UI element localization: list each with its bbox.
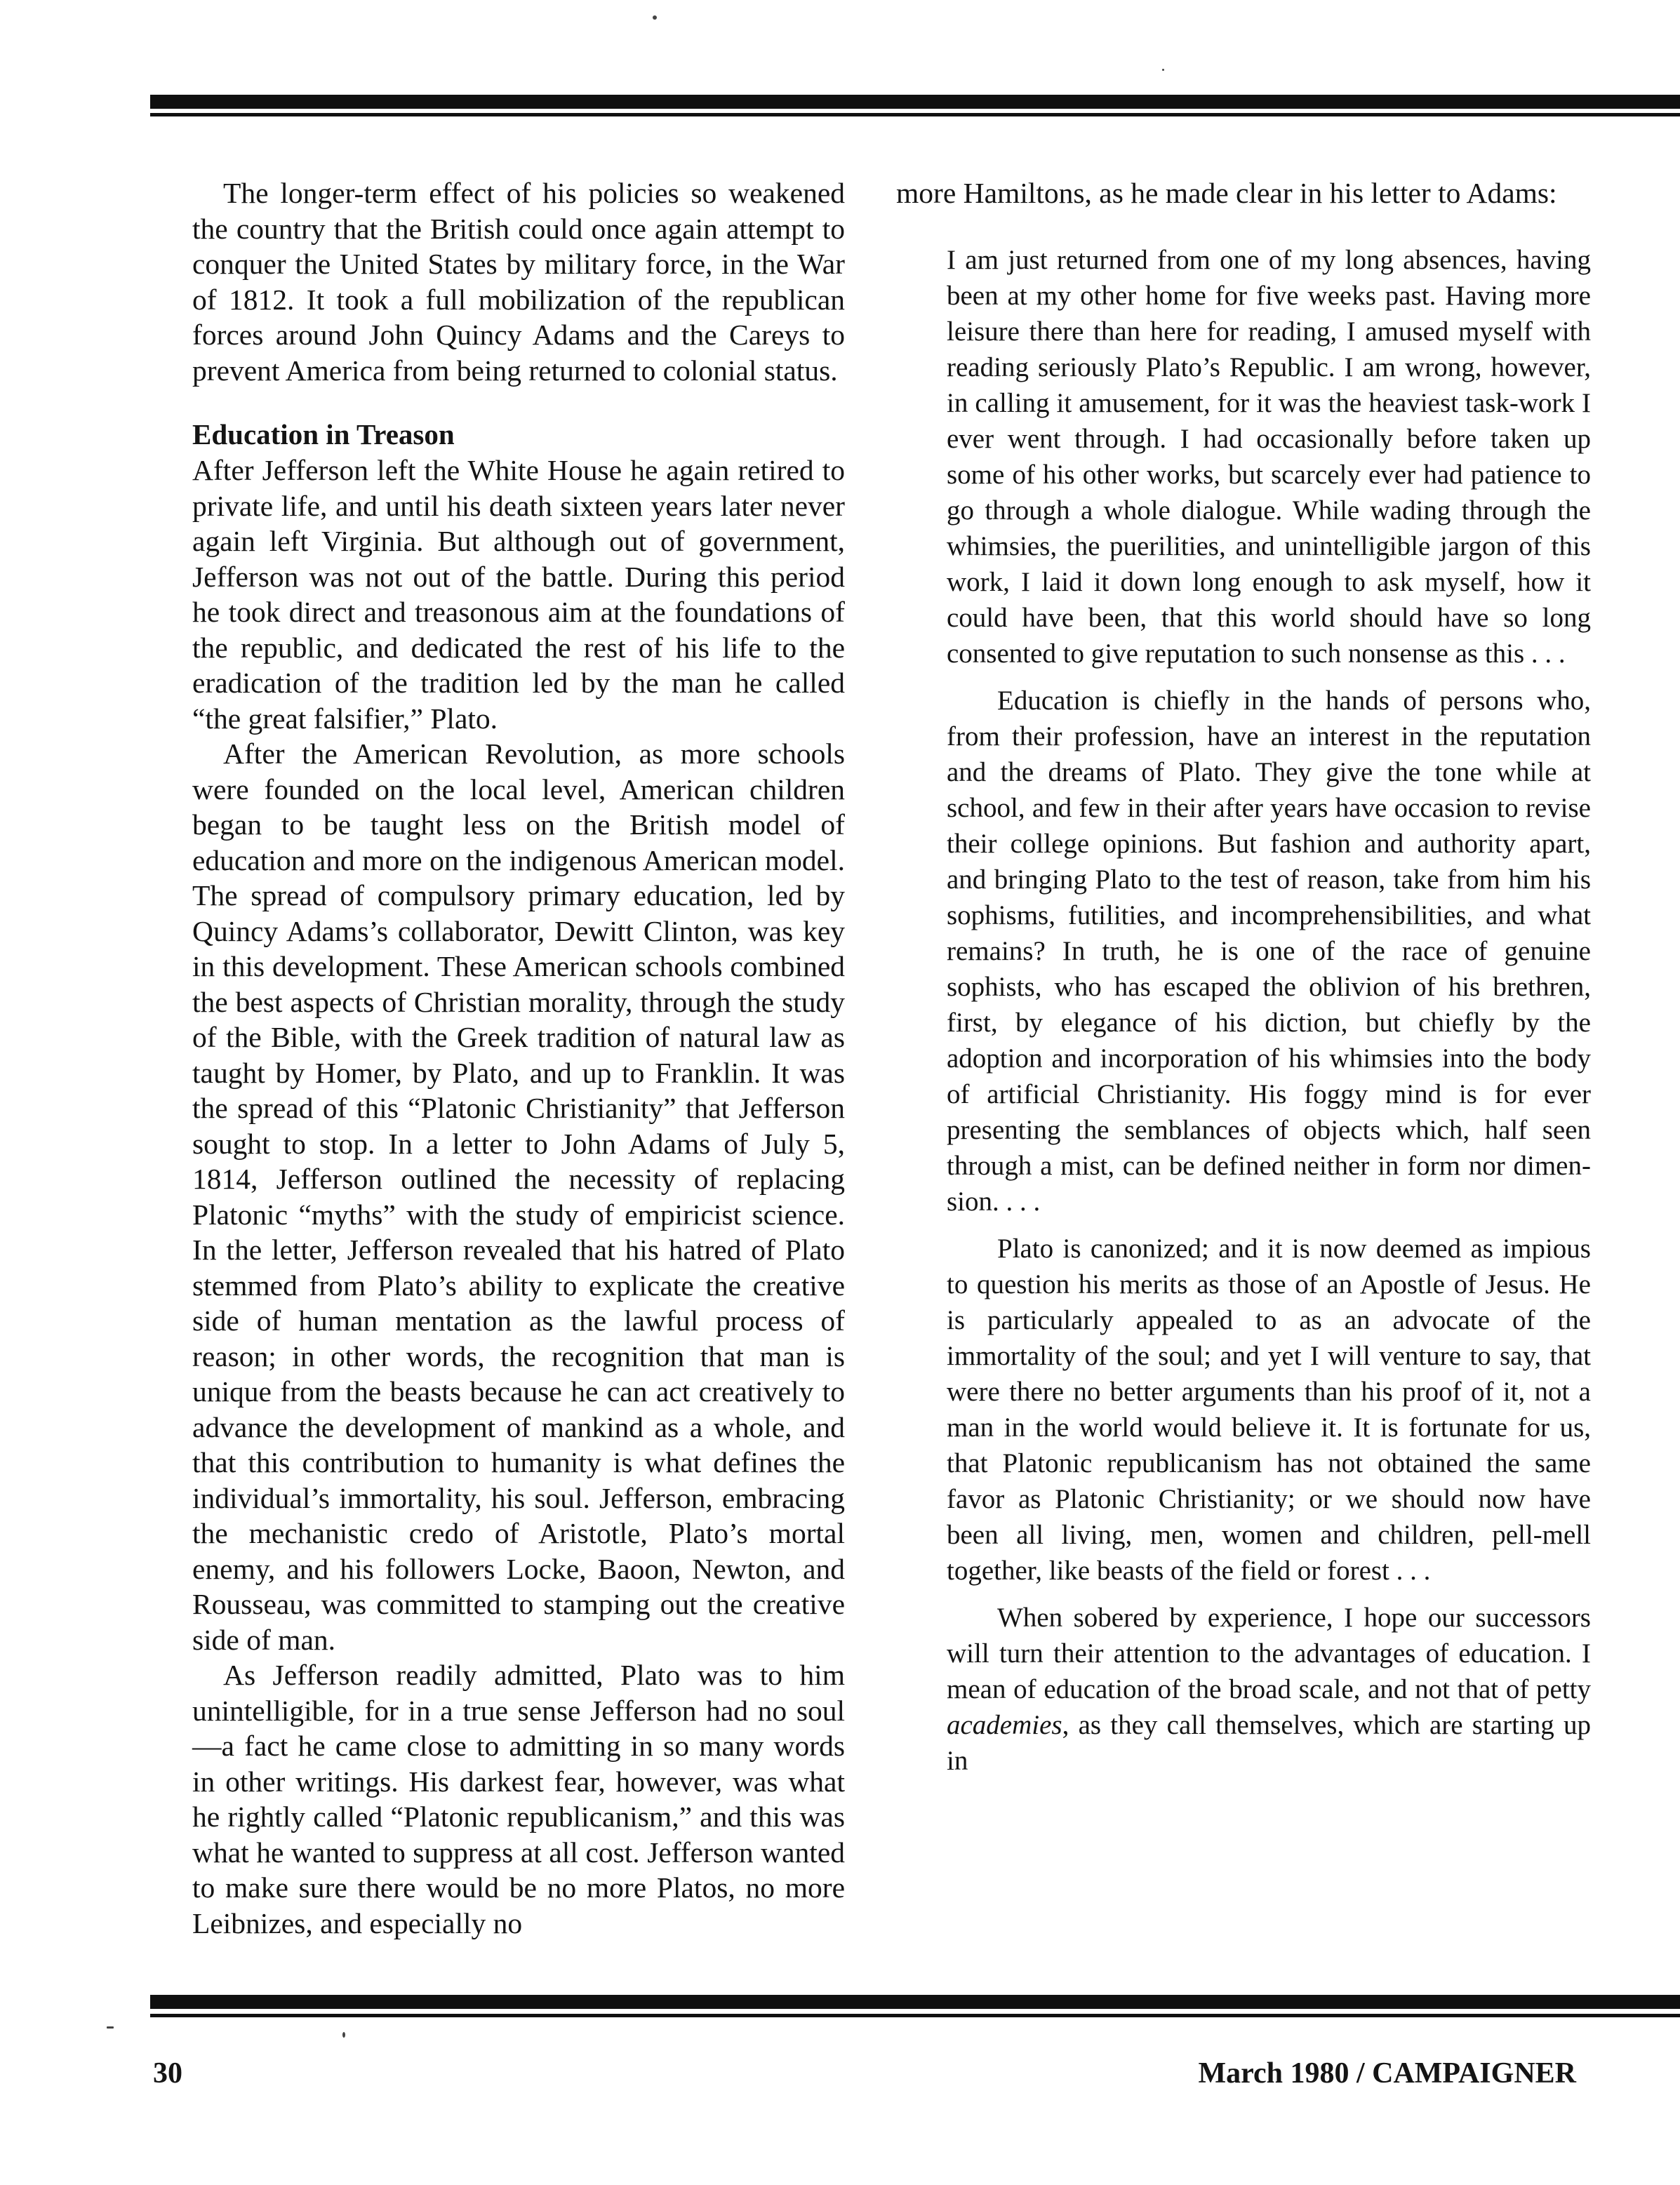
bottom-rule-thin [150, 2014, 1680, 2017]
scan-speck [107, 2026, 114, 2029]
paragraph: After the American Revolution, as more schools were founded on the local level, American children began to be taught less on the British model of education and more on the indigenous American model. The spread of compulsory primary education, led by Quincy Adams’s collaborator, Dewitt Clinton, was key in this development. These American schools combined the best aspects of Christian morality, through the study of the Bible, with the Greek tradition of natural law as taught by Homer, by Plato, and up to Franklin. It was the spread of this “Platonic Christianity” that Jefferson sought to stop. In a letter to John Adams of July 5, 1814, Jefferson outlined the necessity of replacing Platonic “myths” with the study of empiricist science. In the letter, Jefferson revealed that his hatred of Plato stemmed from Plato’s ability to explicate the creative side of human mentation as the lawful process of reason; in other words, the recognition that man is unique from the beasts because he can act creatively to advance the development of mankind as a whole, and that this contribution to humanity is what defines the individual’s immortality, his soul. Jefferson, embracing the mechanistic credo of Aristotle, Plato’s mortal enemy, and his followers Locke, Baoon, Newton, and Rousseau, was committed to stamping out the creative side of man. [192, 737, 845, 1656]
paragraph: As Jefferson readily admitted, Plato was to him unintelligible, for in a true sense Jefferson had no soul—a fact he came close to admitting in so many words in other writings. His darkest fear, however, was what he rightly called “Platonic republicanism,” and this was what he wanted to suppress at all cost. Jefferson wanted to make sure there would be no more Platos, no more Leibnizes, and especially no [192, 1659, 845, 1939]
paragraph: After Jefferson left the White House he again retired to private life, and until his death sixteen years later never again left Virginia. But although out of government, Jefferson was not out of the battle. During this period he took direct and treasonous aim at the foundations of the republic, and dedicated the rest of his life to the eradication of the tradition led by the man he called “the great falsifier,” Plato. [192, 454, 845, 735]
scan-speck [342, 2032, 345, 2038]
publication-line: March 1980 / CAMPAIGNER [1198, 2057, 1576, 2090]
quote-paragraph: Plato is canonized; and it is now deemed as impious to question his merits as those of an Apostle of Jesus. He is particularly appealed to as an advocate of the immortality of the soul; and yet I will venture to say, that were there no better arguments than his proof of it, not a man in the world would believe it. It is fortunate for us, that Platonic republicanism has not obtained the same favor as Platonic Christianity; or we should now have been all living, men, women and children, pell-mell together, like beasts of the field or forest . . . [947, 1233, 1591, 1586]
emphasis-text: academies [947, 1709, 1062, 1740]
quote-text: , as they call themselves, which are starting up in [947, 1709, 1591, 1776]
top-rule-thin [150, 113, 1680, 116]
bottom-rule-thick [150, 1995, 1680, 2009]
paragraph: more Hamiltons, as he made clear in his letter to Adams: [896, 177, 1557, 209]
quote-paragraph: I am just returned from one of my long absences, having been at my other home for five weeks past. Having more leisure there than here for reading, I amused myself with reading seriously Plato’s Republic. I am wrong, however, in calling it amusement, for it was the heaviest task-work I ever went through. I had occasionally before taken up some of his other works, but scarcely ever had patience to go through a whole dialogue. While wading through the whimsies, the puerilities, and unintelligible jargon of this work, I laid it down long enough to ask myself, how it could have been, that this world should have so long consented to give reputation to such nonsense as this . . . [947, 244, 1591, 669]
right-column [896, 175, 1591, 1779]
scan-speck [1162, 69, 1164, 71]
paragraph: The longer-term effect of his policies so weakened the country that the British could once again attempt to conquer the United States by military force, in the War of 1812. It took a full mobilization of the republican forces around John Quincy Adams and the Careys to prevent America from being returned to colonial status. [192, 177, 845, 387]
page-number: 30 [153, 2057, 182, 2090]
left-column [192, 175, 845, 1941]
top-rule-thick [150, 95, 1680, 109]
block-quote [947, 242, 1591, 1779]
scan-speck [653, 15, 657, 20]
quote-paragraph [947, 1600, 1591, 1779]
quote-paragraph: Education is chiefly in the hands of persons who, from their profession, have an interest in the reputation and the dreams of Plato. They give the tone while at school, and few in their after years have occasion to revise their college opinions. But fashion and authority apart, and bringing Plato to the test of reason, take from him his sophisms, futilities, and incomprehensibilities, and what remains? In truth, he is one of the race of genuine sophists, who has escaped the oblivion of his brethren, first, by elegance of his diction, but chiefly by the adoption and incorporation of his whimsies into the body of artificial Christianity. His foggy mind is for ever presenting the semblances of objects which, half seen through a mist, can be defined neither in form nor dimension. . . . [947, 685, 1591, 1217]
quote-text: When sobered by experience, I hope our successors will turn their attention to the advantages of education. I mean of education of the broad scale, and not that of petty [947, 1602, 1591, 1704]
section-heading: Education in Treason [192, 418, 455, 450]
